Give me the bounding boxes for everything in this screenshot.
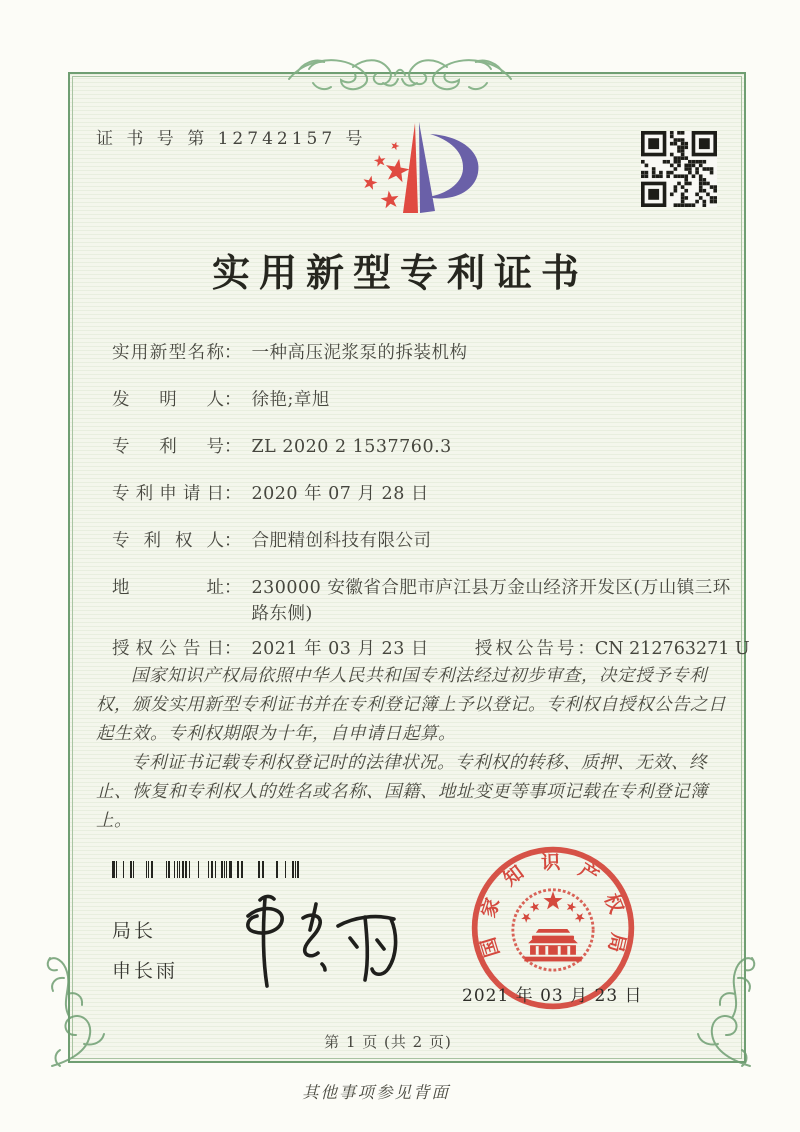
field-row-inventor: 发明人 ： 徐艳;章旭 (112, 387, 736, 413)
svg-text:识: 识 (540, 850, 561, 875)
svg-text:局: 局 (603, 930, 631, 955)
field-value: 徐艳;章旭 (251, 390, 330, 410)
field-row-patentee: 专利权人 ： 合肥精创科技有限公司 (112, 528, 736, 554)
legal-text (96, 662, 734, 836)
field-row-filing-date: 专利申请日 ： 2020 年 07 月 28 日 (112, 481, 736, 507)
cnipa-logo-icon (342, 110, 498, 238)
field-grant-number: 授权公告号：CN 212763271 U (474, 639, 750, 659)
field-value: ZL 2020 2 1537760.3 (251, 437, 452, 457)
field-value: 2020 年 07 月 28 日 (251, 484, 429, 504)
field-value: 一种高压泥浆泵的拆装机构 (251, 343, 468, 363)
barcode (108, 861, 308, 878)
signer-block (112, 916, 178, 996)
seal-date: 2021 年 03 月 23 日 (462, 986, 643, 1006)
field-label: 专利号 (112, 437, 224, 457)
signer-name: 申长雨 (112, 961, 179, 982)
field-label: 地址 (112, 578, 224, 598)
field-value: 2021 年 03 月 23 日 (251, 639, 429, 659)
certificate-title: 实用新型专利证书 (211, 250, 588, 295)
page-number: 第 1 页 (共 2 页) (324, 1033, 452, 1051)
field-label: 专利权人 (112, 531, 224, 551)
back-side-note: 其他事项参见背面 (302, 1083, 450, 1102)
svg-text:国: 国 (476, 934, 504, 960)
field-label: 实用新型名称 (112, 343, 224, 363)
handwritten-signature (226, 890, 416, 998)
field-row-grant-date: 授权公告日 ： 2021 年 03 月 23 日 授权公告号：CN 212763271 U (112, 636, 736, 662)
svg-text:家: 家 (476, 895, 505, 921)
field-row-name: 实用新型名称 ： 一种高压泥浆泵的拆装机构 (112, 340, 736, 366)
legal-paragraph-1: 国家知识产权局依照中华人民共和国专利法经过初步审查，决定授予专利权，颁发实用新型专利证书并在专利登记簿上予以登记。专利权自授权公告之日起生效。专利权期限为十年，自申请日起算。 (96, 666, 726, 744)
field-value: 230000 安徽省合肥市庐江县万金山经济开发区(万山镇三环路东侧) (251, 578, 731, 624)
svg-text:产: 产 (574, 858, 604, 888)
legal-paragraph-2: 专利证书记载专利权登记时的法律状况。专利权的转移、质押、无效、终止、恢复和专利权人的姓名或名称、国籍、地址变更等事项记载在专利登记簿上。 (96, 753, 708, 831)
field-row-address: 地址 ： 230000 安徽省合肥市庐江县万金山经济开发区(万山镇三环路东侧) (112, 575, 736, 627)
field-label: 专利申请日 (112, 484, 224, 504)
field-label: 发明人 (112, 390, 224, 410)
svg-text:知: 知 (498, 860, 528, 891)
certificate-number: 证 书 号 第 12742157 号 (96, 129, 367, 149)
field-value: 合肥精创科技有限公司 (251, 531, 432, 551)
field-list (112, 340, 750, 662)
qr-code (641, 131, 717, 207)
field-label: 授权公告日 (112, 639, 224, 659)
field-row-patent-no: 专利号 ： ZL 2020 2 1537760.3 (112, 434, 736, 460)
signer-title: 局长 (112, 921, 157, 942)
svg-text:权: 权 (599, 890, 629, 917)
